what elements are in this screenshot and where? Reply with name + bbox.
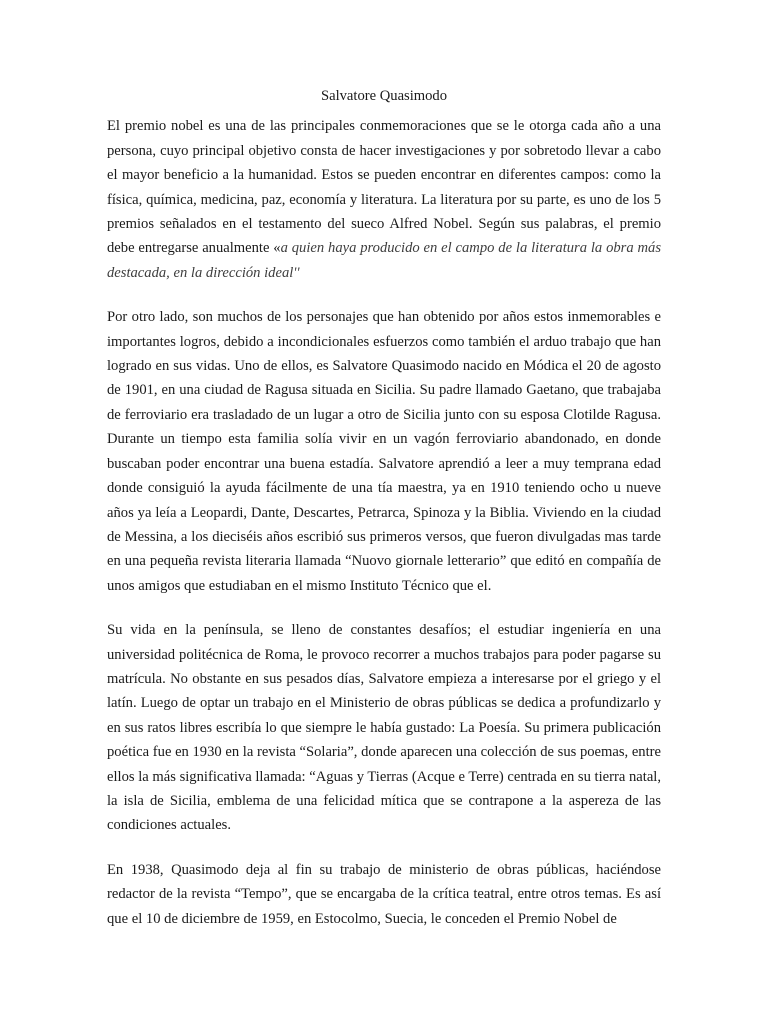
paragraph-nobel-intro: [107, 114, 661, 285]
paragraph-nobel-award: En 1938, Quasimodo deja al fin su trabajo de ministerio de obras públicas, haciéndose redactor de la revista “Tempo”, que se encargaba de la crítica teatral, entre otros temas. Es así que el 10 de diciembre de 1959, en Estocolmo, Suecia, le conceden el Premio Nobel de: [107, 861, 661, 927]
nobel-quote: a quien haya producido en el campo de la literatura la obra más destacada, en la dirección ideal'': [107, 240, 661, 281]
document-title: Salvatore Quasimodo: [320, 88, 448, 104]
document-page: [107, 84, 661, 951]
paragraph-nobel-intro-text: El premio nobel es una de las principales conmemoraciones que se le otorga cada año a una persona, cuyo principal objetivo consta de hacer investigaciones y por sobretodo llevar a cabo el mayor beneficio a la humanidad. Estos se pueden encontrar en diferentes campos: como la física, química, medicina, paz, economía y literatura. La literatura por su parte, es uno de los 5 premios señalados en el testamento del sueco Alfred Nobel. Según sus palabras, el premio debe entregarse anualmente «: [107, 118, 661, 257]
paragraph-peninsula-life: Su vida en la península, se lleno de constantes desafíos; el estudiar ingeniería en una universidad politécnica de Roma, le provoco recorrer a muchos trabajos para poder pagarse su matrícula. No obstante en sus pesados días, Salvatore empieza a interesarse por el griego y el latín. Luego de optar un trabajo en el Ministerio de obras públicas se dedica a profundizarlo y en sus ratos libres escribía lo que siempre le había gustado: La Poesía. Su primera publicación poética fue en 1930 en la revista “Solaria”, donde aparecen una colección de sus poemas, entre ellos la más significativa llamada: “Aguas y Tierras (Acque e Terre) centrada en su tierra natal, la isla de Sicilia, emblema de una felicidad mítica que se contrapone a la aspereza de las condiciones actuales.: [107, 622, 661, 834]
paragraph-biography: Por otro lado, son muchos de los personajes que han obtenido por años estos inmemorables e importantes logros, debido a incondicionales esfuerzos como también el arduo trabajo que han logrado en sus vidas. Uno de ellos, es Salvatore Quasimodo nacido en Módica el 20 de agosto de 1901, en una ciudad de Ragusa situada en Sicilia. Su padre llamado Gaetano, que trabajaba de ferroviario era trasladado de un lugar a otro de Sicilia junto con su esposa Clotilde Ragusa. Durante un tiempo esta familia solía vivir en un vagón ferroviario abandonado, en donde buscaban poder encontrar una buena estadía. Salvatore aprendió a leer a muy temprana edad donde consiguió la ayuda fácilmente de una tía maestra, ya en 1910 teniendo ocho u nueve años ya leía a Leopardi, Dante, Descartes, Petrarca, Spinoza y la Biblia. Viviendo en la ciudad de Messina, a los dieciséis años escribió sus primeros versos, que fueron divulgadas mas tarde en una pequeña revista literaria llamada “Nuovo giornale letterario” que editó en compañía de unos amigos que estudiaban en el mismo Instituto Técnico que el.: [107, 309, 661, 594]
